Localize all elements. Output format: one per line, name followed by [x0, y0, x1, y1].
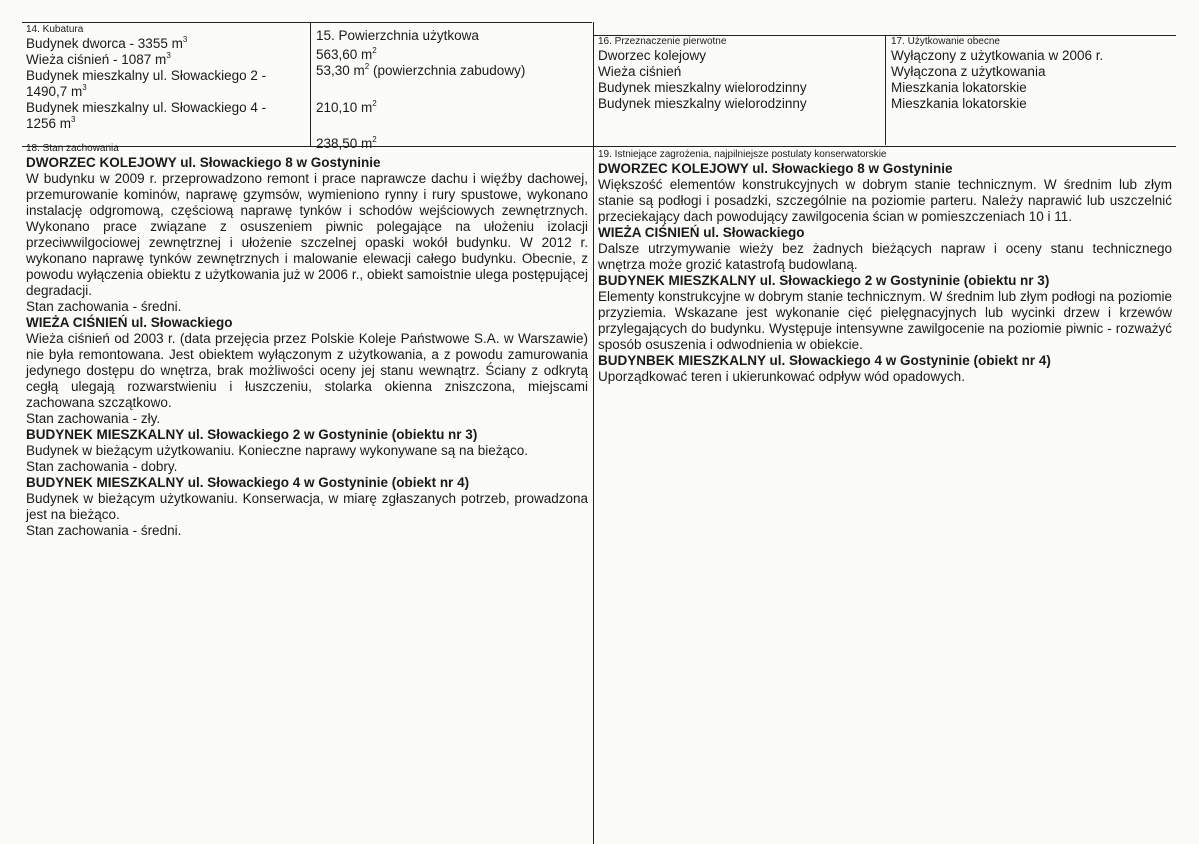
kubatura-cell — [26, 24, 308, 132]
divider-16-17 — [885, 35, 886, 145]
powierzchnia-header: 15. Powierzchnia użytkowa — [316, 28, 479, 43]
stan-section-body: Budynek w bieżącym użytkowaniu. Konserwacja, w miarę zgłaszanych potrzeb, prowadzona jest na bieżąco. — [26, 491, 588, 522]
stan-section-title: BUDYNEK MIESZKALNY ul. Słowackiego 2 w Gostyninie (obiektu nr 3) — [26, 427, 478, 442]
przeznaczenie-line: Budynek mieszkalny wielorodzinny — [598, 80, 807, 95]
powierzchnia-line: 238,50 $m^2$ — [316, 134, 377, 151]
uzytkowanie-line: Mieszkania lokatorskie — [891, 80, 1027, 95]
kubatura-header: 14. Kubatura — [26, 24, 84, 35]
uzytkowanie-header: 17. Użytkowanie obecne — [891, 36, 1000, 47]
kubatura-line: Budynek mieszkalny ul. Słowackiego 2 - — [26, 68, 267, 83]
top-border — [22, 22, 592, 23]
przeznaczenie-line: Dworzec kolejowy — [598, 48, 707, 63]
kubatura-line: 1490,7 $m^3$ — [26, 82, 87, 99]
uzytkowanie-cell — [891, 36, 1173, 112]
kubatura-line: 1256 $m^3$ — [26, 114, 76, 131]
stan-section-body: Wieża ciśnień od 2003 r. (data przejęcia przez Polskie Koleje Państwowe S.A. w Warszawie) nie była remontowana. Jest obiektem wyłączonym z użytkowania, a z powodu zamurowania jedynego dostępu do wnętrza, brak możliwości oceny jej stanu wewnątrz. Ściany z odkrytą cegłą ulegają rozwarstwieniu i łuszczeniu, stolarka okienna zniszczona, miejscami zachowana szczątkowo. — [26, 331, 588, 410]
stan-section-status: Stan zachowania - zły. — [26, 411, 161, 426]
stan-section-title: DWORZEC KOLEJOWY ul. Słowackiego 8 w Gostyninie — [26, 155, 381, 170]
stan-zachowania-cell — [26, 143, 588, 539]
przeznaczenie-line: Budynek mieszkalny wielorodzinny — [598, 96, 807, 111]
powierzchnia-cell — [316, 28, 590, 152]
powierzchnia-line: 53,30 $m^2$ (powierzchnia zabudowy) — [316, 61, 526, 78]
przeznaczenie-cell — [598, 36, 882, 112]
przeznaczenie-header: 16. Przeznaczenie pierwotne — [598, 36, 727, 47]
powierzchnia-line: 210,10 $m^2$ — [316, 98, 377, 115]
stan-section-title: BUDYNEK MIESZKALNY ul. Słowackiego 4 w Gostyninie (obiekt nr 4) — [26, 475, 470, 490]
zagrozenia-section-title: DWORZEC KOLEJOWY ul. Słowackiego 8 w Gostyninie — [598, 161, 953, 176]
stan-section-body: Budynek w bieżącym użytkowaniu. Konieczne naprawy wykonywane są na bieżąco. — [26, 443, 529, 458]
zagrozenia-section-body: Elementy konstrukcyjne w dobrym stanie technicznym. W średnim lub złym podłogi na poziomie przyziemia. Wskazane jest wykonanie cięć pielęgnacyjnych lub wycinki drzew i krzewów przylegających do budynku. Występuje intensywne zawilgocenie na poziomie piwnic - rozważyć sposób osuszenia i odwodnienia w obiekcie. — [598, 289, 1172, 352]
zagrozenia-header: 19. Istniejące zagrożenia, najpilniejsze postulaty konserwatorskie — [598, 149, 887, 160]
kubatura-line: Budynek mieszkalny ul. Słowackiego 4 - — [26, 100, 267, 115]
zagrozenia-section-body: Uporządkować teren i ukierunkować odpływ wód opadowych. — [598, 369, 965, 384]
zagrozenia-section-title: BUDYNBEK MIESZKALNY ul. Słowackiego 4 w Gostyninie (obiekt nr 4) — [598, 353, 1051, 368]
stan-header: 18. Stan zachowania — [26, 143, 119, 154]
zagrozenia-section-body: Większość elementów konstrukcyjnych w dobrym stanie technicznym. W średnim lub złym stanie są podłogi i posadzki, szczególnie na poziomie parteru. Należy naprawić lub uszczelnić przeciekający dach powodujący zawilgocenia ścian w pomieszczeniach 10 i 11. — [598, 177, 1172, 224]
stan-section-status: Stan zachowania - średni. — [26, 523, 182, 538]
zagrozenia-section-title: WIEŻA CIŚNIEŃ ul. Słowackiego — [598, 225, 805, 240]
zagrozenia-cell — [598, 149, 1172, 385]
uzytkowanie-line: Mieszkania lokatorskie — [891, 96, 1027, 111]
zagrozenia-section-body: Dalsze utrzymywanie wieży bez żadnych bieżących napraw i oceny stanu technicznego wnętrza może grozić katastrofą budowlaną. — [598, 241, 1172, 272]
stan-section-title: WIEŻA CIŚNIEŃ ul. Słowackiego — [26, 315, 233, 330]
kubatura-line: Wieża ciśnień - 1087 $m^3$ — [26, 50, 171, 67]
zagrozenia-section-title: BUDYNEK MIESZKALNY ul. Słowackiego 2 w Gostyninie (obiektu nr 3) — [598, 273, 1050, 288]
stan-section-status: Stan zachowania - dobry. — [26, 459, 178, 474]
stan-section-body: W budynku w 2009 r. przeprowadzono remont i prace naprawcze dachu i więźby dachowej, przemurowanie kominów, naprawę gzymsów, wymieniono rynny i rury spustowe, wykonano instalację odgromową, częściową naprawę tynków i schodów wejściowych zewnętrznych. Wykonano prace związane z osuszeniem piwnic polegające na ułożeniu izolacji przeciwwilgociowej zewnętrznej i ułożenie szczelnej opaski wokół budynku. W 2012 r. wykonano naprawę tynków zewnętrznych i malowanie elewacji całego budynku. Obecnie, z powodu wyłączenia obiektu z użytkowania już w 2006 r., obiekt samoistnie ulega postępującej degradacji. — [26, 171, 588, 298]
row-divider-right — [594, 146, 1176, 147]
kubatura-line: Budynek dworca - 3355 $m^3$ — [26, 34, 188, 51]
przeznaczenie-line: Wieża ciśnień — [598, 64, 682, 79]
powierzchnia-line: 563,60 $m^2$ — [316, 45, 377, 62]
stan-section-status: Stan zachowania - średni. — [26, 299, 182, 314]
uzytkowanie-line: Wyłączona z użytkowania — [891, 64, 1046, 79]
divider-14-15 — [310, 22, 311, 146]
uzytkowanie-line: Wyłączony z użytkowania w 2006 r. — [891, 48, 1104, 63]
